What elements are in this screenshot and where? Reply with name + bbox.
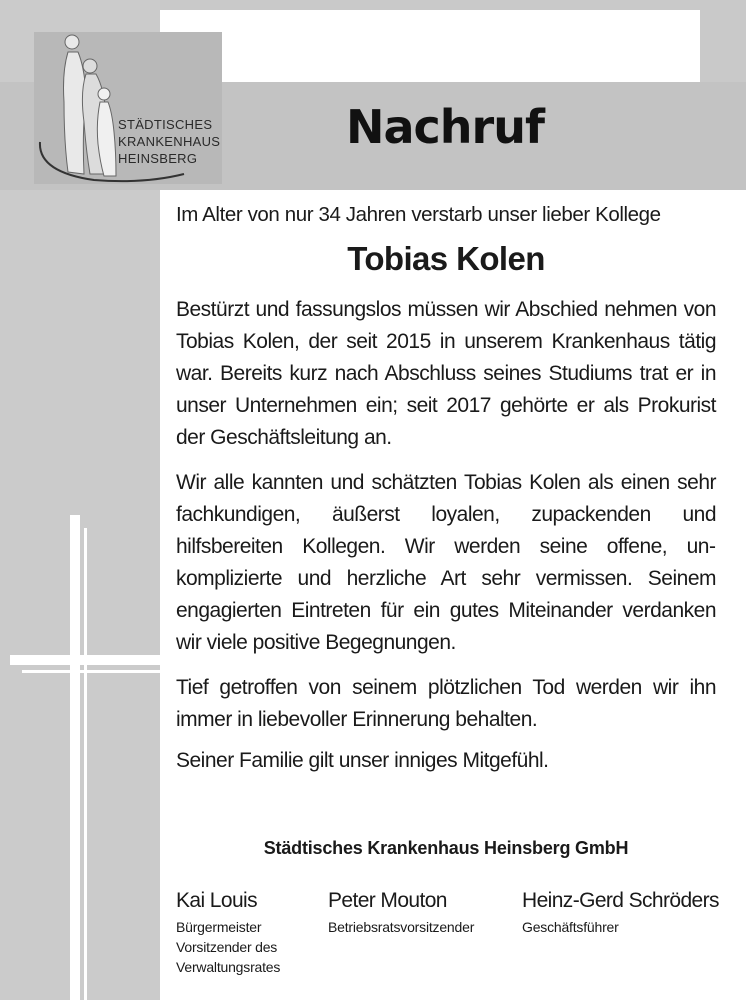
signature-block [522,888,719,937]
logo-line: KRANKENHAUS [118,134,221,149]
role-line: Geschäftsführer [522,919,619,935]
paragraph: Seiner Familie gilt unser inniges Mitgefühl. [176,749,549,772]
intro-line: Im Alter von nur 34 Jahren verstarb unser lieber Kollege [176,203,661,226]
role-line: Vorsitzender des [176,939,278,955]
logo-line: HEINSBERG [118,151,198,166]
deceased-name: Tobias Kolen [347,240,545,277]
role-line: Verwaltungsrates [176,959,281,975]
signatory-name: Heinz-Gerd Schröders [522,889,719,912]
cross-icon [0,0,160,1000]
page-title: Nachruf [345,100,544,154]
company-name: Städtisches Krankenhaus Heinsberg GmbH [263,838,629,858]
top-bar [160,0,700,10]
role-line: Betriebsratsvorsitzender [328,919,475,935]
top-white-panel [160,10,700,82]
signatory-name: Peter Mouton [328,889,447,912]
logo-line: STÄDTISCHES [118,117,213,132]
signature-block [176,888,280,977]
role-line: Bürgermeister [176,919,262,935]
signature-block [328,888,474,937]
paragraph: Wir alle kannten und schätzten Tobias Kolen als einen sehr fachkundigen, äußerst loyalen, zupackenden und hilfsbereiten Kollegen. Wir werden seine offene, unkomplizierte und herzliche Art sehr vermissen. Seinem engagierten Eintreten für ein gutes Miteinander verdanken wir viele positive Begegnungen. [176,471,716,654]
signatory-role [176,917,280,977]
paragraph: Bestürzt und fassungslos müssen wir Abschied nehmen von Tobias Kolen, der seit 2015 in unserem Krankenhaus tätig war. Bereits kurz nach Abschluss seines Studiums trat er in unser Unternehmen ein; seit 2017 gehörte er als Prokurist der Geschäftsleitung an. [176,298,716,449]
paragraph: Tief getroffen von seinem plötzlichen Tod werden wir ihn immer in liebevoller Erinnerung behalten. [176,676,716,731]
signatory-name: Kai Louis [176,889,257,912]
signatory-role [522,917,719,937]
signatory-role [328,917,474,937]
